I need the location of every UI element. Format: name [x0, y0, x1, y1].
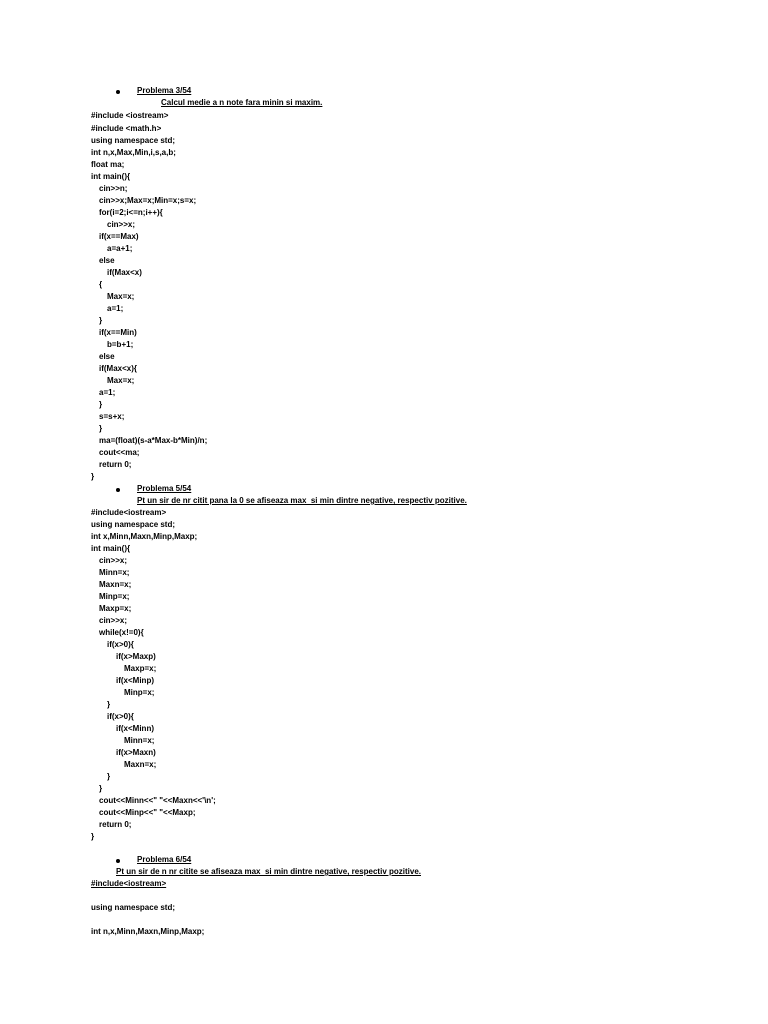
code-line: Maxn=x; [99, 580, 132, 589]
code-line: Minp=x; [124, 688, 155, 697]
code-line: for(i=2;i<=n;i++){ [99, 208, 163, 217]
code-line: if(x==Min) [99, 328, 137, 337]
code-line: { [99, 280, 103, 289]
problem-description: Calcul medie a n note fara minin si maxim. [161, 98, 323, 107]
code-line: Maxp=x; [99, 604, 132, 613]
code-line: } [107, 772, 111, 781]
code-line: int n,x,Max,Min,i,s,a,b; [91, 148, 176, 157]
code-line: Minn=x; [124, 736, 155, 745]
code-line: a=a+1; [107, 244, 133, 253]
code-line: int x,Minn,Maxn,Minp,Maxp; [91, 532, 198, 541]
code-line: } [99, 424, 103, 433]
code-line: else [99, 256, 115, 265]
code-line: cin>>x; [99, 616, 128, 625]
code-line: cin>>n; [99, 184, 128, 193]
code-line: using namespace std; [91, 520, 176, 529]
code-line: Maxp=x; [124, 664, 157, 673]
code-line: } [99, 316, 103, 325]
code-line: if(x==Max) [99, 232, 139, 241]
code-line: b=b+1; [107, 340, 134, 349]
bullet-point [116, 859, 120, 863]
bullet-point [116, 488, 120, 492]
code-line: ma=(float)(s-a*Max-b*Min)/n; [99, 436, 208, 445]
code-line: #include <iostream> [91, 111, 169, 120]
bullet-point [116, 90, 120, 94]
code-line: #include <math.h> [91, 124, 162, 133]
code-line: if(x<Minp) [116, 676, 154, 685]
code-line: a=1; [107, 304, 124, 313]
problem-description: Pt un sir de nr citit pana la 0 se afiseaza max si min dintre negative, respectiv pozitive. [137, 496, 467, 505]
problem-title: Problema 5/54 [137, 484, 192, 493]
code-line: return 0; [99, 820, 132, 829]
code-line: while(x!=0){ [99, 628, 144, 637]
code-line: cout<<ma; [99, 448, 140, 457]
code-line: cin>>x; [107, 220, 136, 229]
code-line: int main(){ [91, 544, 131, 553]
code-line: else [99, 352, 115, 361]
code-line: } [99, 784, 103, 793]
code-line: if(Max<x){ [99, 364, 138, 373]
problem-title: Problema 3/54 [137, 86, 192, 95]
code-line: return 0; [99, 460, 132, 469]
code-line: if(x>0){ [107, 640, 134, 649]
code-line: cin>>x;Max=x;Min=x;s=x; [99, 196, 197, 205]
code-line: s=s+x; [99, 412, 125, 421]
code-line: Minp=x; [99, 592, 130, 601]
code-line: Max=x; [107, 376, 135, 385]
code-line: #include<iostream> [91, 879, 167, 888]
code-line: cout<<Minp<<" "<<Maxp; [99, 808, 196, 817]
problem-title: Problema 6/54 [137, 855, 192, 864]
code-line: Max=x; [107, 292, 135, 301]
code-line: } [99, 400, 103, 409]
code-line: if(x>0){ [107, 712, 134, 721]
code-line: } [107, 700, 111, 709]
code-line: if(x>Maxp) [116, 652, 156, 661]
code-line: if(Max<x) [107, 268, 142, 277]
code-line: } [91, 832, 95, 841]
code-line: using namespace std; [91, 136, 176, 145]
code-line: int main(){ [91, 172, 131, 181]
code-line: Maxn=x; [124, 760, 157, 769]
code-line: cout<<Minn<<" "<<Maxn<<'\n'; [99, 796, 216, 805]
code-line: if(x>Maxn) [116, 748, 156, 757]
code-line: if(x<Minn) [116, 724, 154, 733]
code-line: using namespace std; [91, 903, 176, 912]
code-line: #include<iostream> [91, 508, 167, 517]
code-line: int n,x,Minn,Maxn,Minp,Maxp; [91, 927, 205, 936]
code-line: Minn=x; [99, 568, 130, 577]
code-line: } [91, 472, 95, 481]
problem-description: Pt un sir de n nr citite se afiseaza max si min dintre negative, respectiv pozitive. [116, 867, 421, 876]
code-line: a=1; [99, 388, 116, 397]
code-line: float ma; [91, 160, 125, 169]
code-line: cin>>x; [99, 556, 128, 565]
